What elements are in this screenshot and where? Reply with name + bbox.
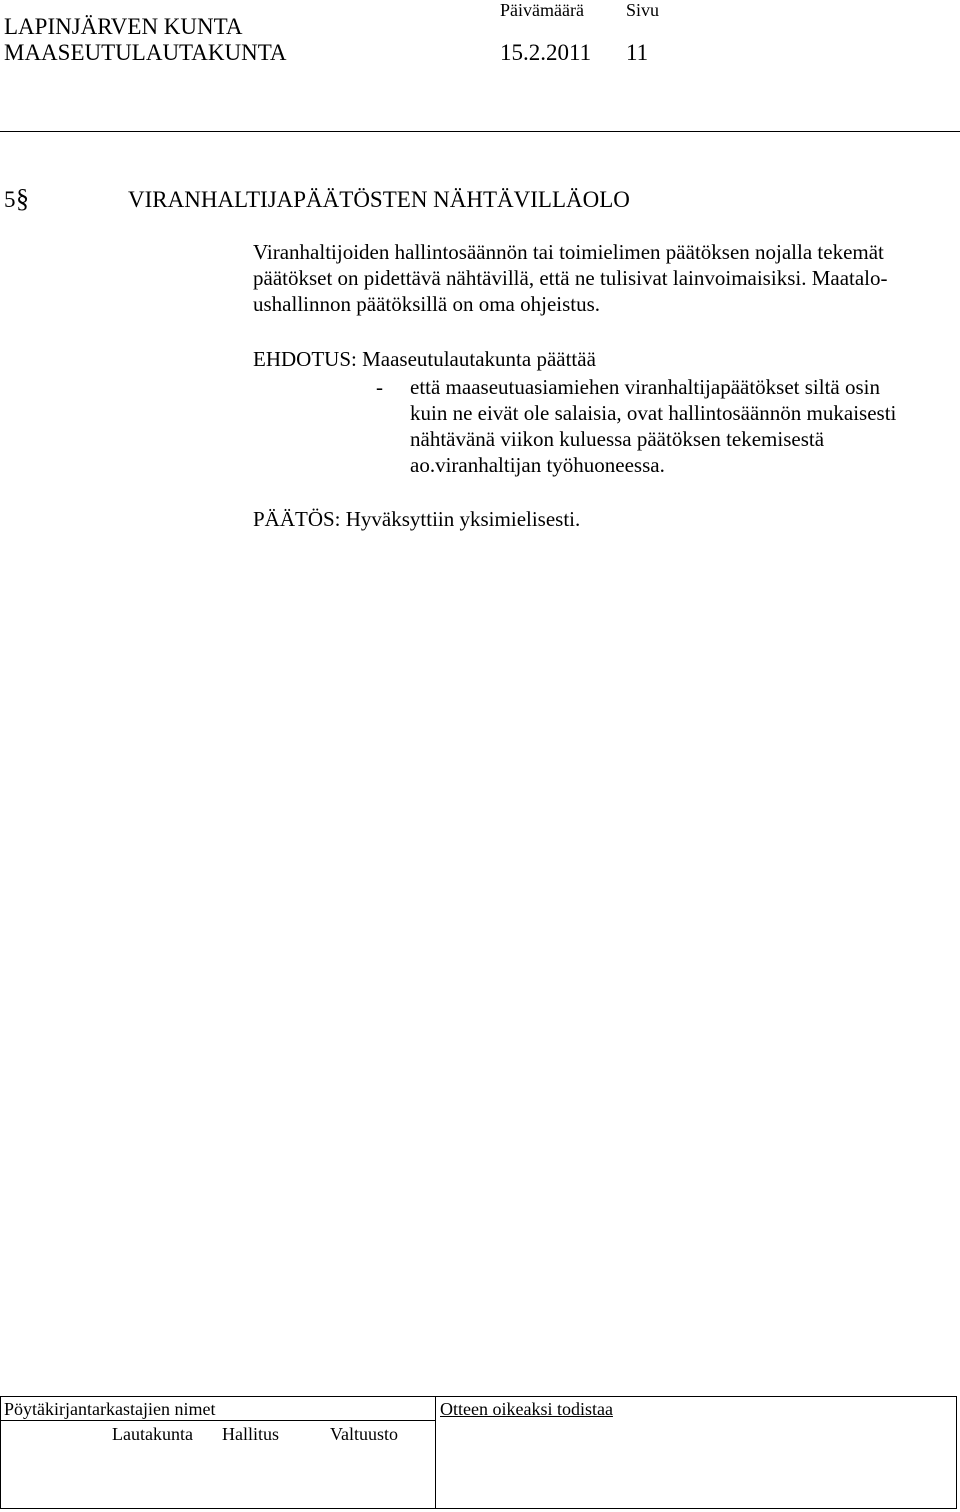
signers-title: Pöytäkirjantarkastajien nimet: [4, 1399, 216, 1419]
section-sign-icon: §: [16, 184, 29, 213]
board-name: MAASEUTULAUTAKUNTA: [4, 40, 287, 65]
decision-text: PÄÄTÖS: Hyväksyttiin yksimielisesti.: [253, 507, 581, 531]
page-number: 11: [626, 40, 649, 65]
section-title: VIRANHALTIJAPÄÄTÖSTEN NÄHTÄVILLÄOLO: [128, 187, 630, 212]
proposal-heading: [253, 346, 953, 372]
proposal-text: EHDOTUS: Maaseutulautakunta päättää: [253, 347, 596, 371]
decision-paragraph: [253, 506, 953, 532]
organization-name: LAPINJÄRVEN KUNTA: [4, 14, 243, 39]
section-number: 5: [4, 187, 16, 212]
col-valtuusto: Valtuusto: [330, 1424, 399, 1444]
list-line: nähtävänä viikon kuluessa päätöksen tekemisestä: [410, 427, 825, 451]
date-value: 15.2.2011: [500, 40, 592, 65]
list-line: ao.viranhaltijan työhuoneessa.: [410, 453, 665, 477]
intro-line: päätökset on pidettävä nähtävillä, että ne tulisivat lainvoimaisiksi. Maatalo-: [253, 266, 888, 290]
col-hallitus: Hallitus: [222, 1424, 279, 1444]
list-dash: -: [376, 375, 383, 399]
intro-paragraph: [253, 239, 953, 317]
proposal-list-text: [410, 374, 960, 478]
col-lautakunta: Lautakunta: [112, 1424, 193, 1444]
page-label: Sivu: [626, 0, 660, 20]
date-label: Päivämäärä: [500, 0, 584, 20]
footer-row-divider: [0, 1420, 435, 1421]
intro-line: ushallinnon päätöksillä on oma ohjeistus.: [253, 292, 601, 316]
list-line: kuin ne eivät ole salaisia, ovat hallintosäännön mukaisesti: [410, 401, 897, 425]
intro-line: Viranhaltijoiden hallintosäännön tai toimielimen päätöksen nojalla tekemät: [253, 240, 884, 264]
footer-column-divider: [435, 1396, 436, 1509]
header-divider: [0, 131, 960, 132]
list-line: että maaseutuasiamiehen viranhaltijapäätökset siltä osin: [410, 375, 881, 399]
certified-label: Otteen oikeaksi todistaa: [440, 1399, 613, 1419]
